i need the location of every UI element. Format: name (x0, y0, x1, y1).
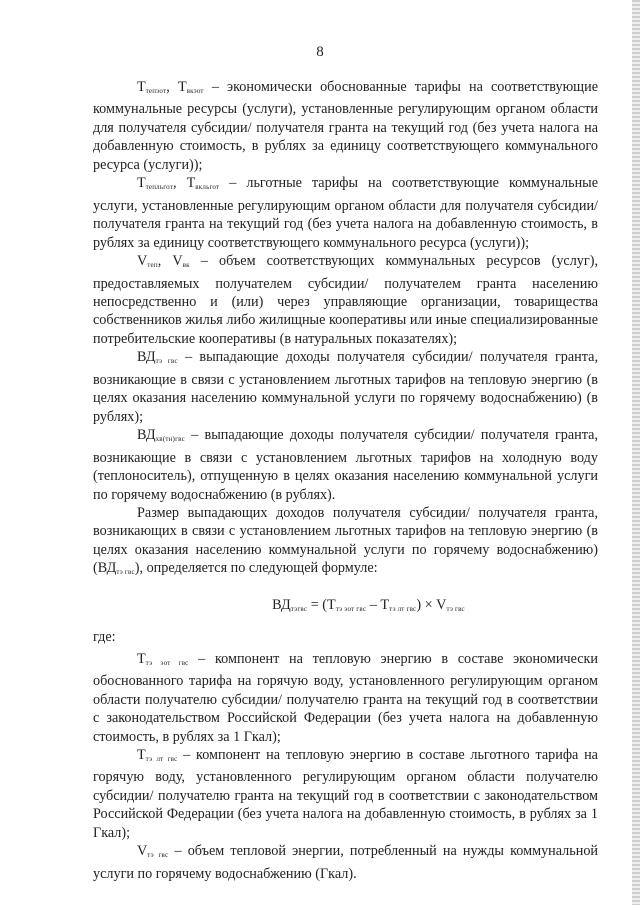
symbol: V (137, 843, 148, 860)
separator: , (173, 175, 187, 192)
paragraph-text: – выпадающие доходы получателя субсидии/ получателя гранта, возникающие в связи с установлением льготных тарифов на холодную воду (теплоноситель), отпущенную в целях оказания населению коммунальной услуги по горячему водоснабжению (в рублях). (93, 427, 598, 503)
formula-term: – T (366, 596, 390, 613)
paragraph-text: Размер выпадающих доходов получателя субсидии/ получателя гранта, возникающих в связи с установлением льготных тарифов на тепловую энергию (в целях оказания населению коммунальной услуги по горячему водоснабжению) (ВД (93, 504, 598, 577)
document-body (93, 78, 598, 883)
where-label: где: (93, 629, 116, 646)
formula-term: ВД (272, 596, 291, 613)
symbol: T (137, 746, 146, 763)
paragraph-text: – компонент на тепловую энергию в составе льготного тарифа на горячую воду, установленного регулирующим органом области получателю субсидии/ получателю гранта на текущий год в соответствии с законодательством Российской Федерации (без учета налога на добавленную стоимость, в рублях за 1 Гкал); (93, 746, 598, 841)
paragraph-text: – объем соответствующих коммунальных ресурсов (услуг), предоставляемых получателем субсидии/ получателем гранта населению непосредственно и (или) через управляющие организации, товарищества собственников жилья либо жилищные кооперативы или иные специализированные потребительские кооперативы (в натуральных показателях); (93, 253, 598, 347)
page-number: 8 (316, 44, 324, 60)
paragraph-text: – объем тепловой энергии, потребленный на нужды коммунальной услуги по горячему водоснабжению (Гкал). (93, 843, 599, 882)
definition-heat-volume (93, 842, 598, 883)
symbol: ВД (137, 427, 156, 444)
subscript: тэ эот гвс (145, 658, 189, 667)
paragraph-volume (93, 252, 598, 348)
subscript: вкльгот (195, 183, 220, 192)
symbol: V (137, 253, 148, 270)
paragraph-preferential-tariffs (93, 174, 598, 252)
subscript: тэ эот гвс (335, 604, 367, 613)
paragraph-lost-income-heat (93, 348, 598, 426)
subscript: тэ лт гвс (389, 604, 417, 613)
definition-economic-component (93, 650, 598, 746)
subscript: вк (182, 261, 190, 270)
symbol: T (137, 175, 146, 192)
formula-term: ) × V (416, 596, 447, 613)
paragraph-text: – экономически обоснованные тарифы на соответствующие коммунальные ресурсы (услуги), установленные регулирующим органом области для получателя субсидии/ получателя гранта на текущий год (без учета налога на добавленную стоимость, в рублях за единицу соответствующего коммунального ресурса (услуги)); (93, 79, 598, 173)
subscript: тэ лт гвс (145, 754, 178, 763)
subscript: тэгвс (290, 604, 308, 613)
paragraph-economic-tariffs (93, 78, 598, 174)
symbol: T (177, 79, 187, 95)
symbol: T (137, 650, 146, 667)
paragraph-text: ), определяется по следующей формуле: (134, 560, 378, 577)
subscript: тэ гвс (116, 568, 135, 577)
separator: , (157, 253, 173, 270)
subscript: хв(тн)гвс (155, 435, 185, 444)
formula (93, 596, 598, 618)
symbol: T (186, 175, 196, 192)
separator: , (166, 79, 178, 95)
symbol: T (137, 79, 146, 95)
paragraph-lost-income-water (93, 426, 598, 504)
formula-term: = (T (307, 596, 336, 613)
symbol: V (172, 253, 183, 270)
subscript: вкэот (186, 87, 204, 95)
paragraph-text: – компонент на тепловую энергию в составе экономически обоснованного тарифа на горячую воду, установленного регулирующим органом области получателю субсидии/ получателю гранта на текущий год в соответствии с законодательством Российской Федерации (без учета налога на добавленную стоимость, в рублях за 1 Гкал); (93, 650, 599, 745)
paragraph-text: – льготные тарифы на соответствующие коммунальные услуги, установленные регулирующим органом области для получателя субсидии/ получателя гранта на текущий год (без учета налога на добавленную стоимость, в рублях за единицу соответствующего коммунального ресурса (услуги)); (93, 175, 598, 251)
subscript: теп (147, 261, 158, 270)
paragraph-size-formula-intro (93, 504, 598, 582)
subscript: тэ гвс (446, 604, 465, 613)
definition-preferential-component (93, 746, 598, 842)
symbol: ВД (137, 349, 156, 366)
subscript: тепльгот (145, 183, 174, 192)
subscript: тэ гвс (155, 357, 178, 366)
subscript: тепэот (145, 87, 167, 95)
paragraph-text: – выпадающие доходы получателя субсидии/ получателя гранта, возникающие в связи с установлением льготных тарифов на тепловую энергию (в целях оказания населению коммунальной услуги по горячему водоснабжению) (в рублях); (93, 349, 598, 425)
subscript: тэ гвс (147, 851, 169, 860)
scan-edge (632, 0, 640, 905)
